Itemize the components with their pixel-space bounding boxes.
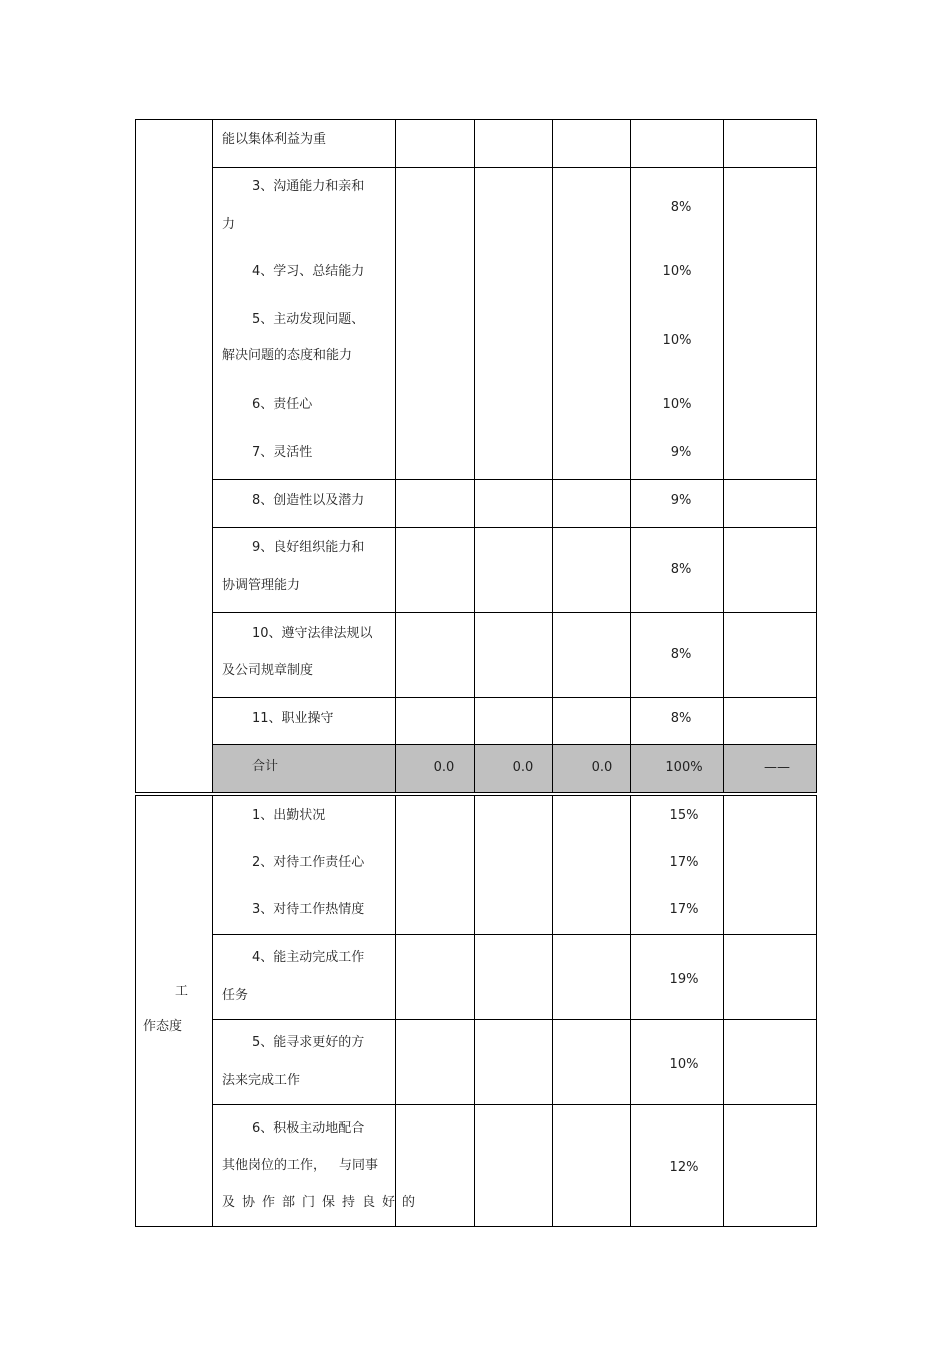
weight-percent: 8% <box>670 647 692 662</box>
item-text: 5、能寻求更好的方 <box>252 1035 365 1050</box>
weight-percent: 8% <box>670 711 692 726</box>
item-text: 与同事 <box>339 1158 379 1173</box>
weight-percent: 12% <box>669 1160 699 1175</box>
item-text: 4、学习、总结能力 <box>252 264 365 279</box>
item-text: 及公司规章制度 <box>222 663 314 678</box>
weight-percent: 9% <box>670 445 692 460</box>
weight-percent: 10% <box>662 333 692 348</box>
weight-percent: 10% <box>662 264 692 279</box>
total-score-1: 0.0 <box>433 760 455 775</box>
weight-percent: 15% <box>669 808 699 823</box>
item-text: 4、能主动完成工作 <box>252 950 365 965</box>
item-text: 5、主动发现问题、 <box>252 312 365 327</box>
category-label: 作态度 <box>143 1019 183 1034</box>
item-text: 其他岗位的工作， <box>222 1158 327 1173</box>
item-text: 11、职业操守 <box>252 711 334 726</box>
weight-percent: 17% <box>669 855 699 870</box>
weight-percent: 10% <box>662 397 692 412</box>
weight-percent: 8% <box>670 200 692 215</box>
total-score-2: 0.0 <box>512 760 534 775</box>
total-last-cell: —— <box>764 760 790 775</box>
weight-percent: 8% <box>670 562 692 577</box>
item-text: 6、责任心 <box>252 397 313 412</box>
item-text: 法来完成工作 <box>222 1073 301 1088</box>
weight-percent: 10% <box>669 1057 699 1072</box>
item-text: 7、灵活性 <box>252 445 313 460</box>
item-text: 2、对待工作责任心 <box>252 855 365 870</box>
item-text: 协调管理能力 <box>222 578 301 593</box>
item-text: 9、良好组织能力和 <box>252 540 365 555</box>
item-text: 及协作部门保持良好的 <box>222 1195 423 1210</box>
weight-percent: 9% <box>670 493 692 508</box>
total-weight: 100% <box>665 760 703 775</box>
item-text: 3、沟通能力和亲和 <box>252 179 365 194</box>
item-text: 10、遵守法律法规以 <box>252 626 373 641</box>
item-text: 解决问题的态度和能力 <box>222 348 353 363</box>
item-text: 1、出勤状况 <box>252 808 326 823</box>
item-text: 任务 <box>222 988 249 1003</box>
weight-percent: 19% <box>669 972 699 987</box>
total-score-3: 0.0 <box>591 760 613 775</box>
item-text: 能以集体利益为重 <box>222 132 327 147</box>
total-label: 合计 <box>252 759 279 774</box>
item-text: 8、创造性以及潜力 <box>252 493 365 508</box>
item-text: 3、对待工作热情度 <box>252 902 365 917</box>
item-text: 6、积极主动地配合 <box>252 1121 365 1136</box>
item-text: 力 <box>222 217 236 232</box>
category-label: 工 <box>175 984 189 999</box>
weight-percent: 17% <box>669 902 699 917</box>
